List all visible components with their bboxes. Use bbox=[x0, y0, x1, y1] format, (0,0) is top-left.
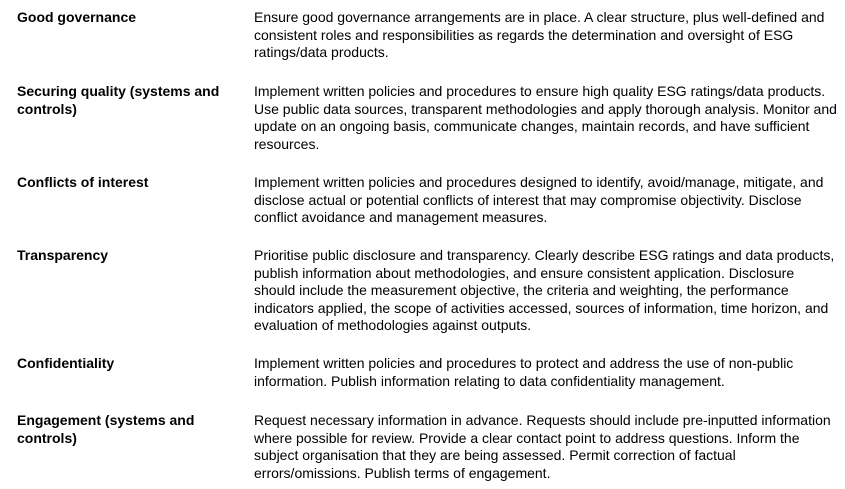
principle-description: Ensure good governance arrangements are in place. A clear structure, plus well-defined and consistent roles and responsibilities as regards the determination and oversight of ESG ratings/data products. bbox=[254, 9, 825, 61]
principle-label: Securing quality (systems and controls) bbox=[17, 83, 220, 117]
principle-description: Implement written policies and procedures to ensure high quality ESG ratings/data products. Use public data sources, transparent methodologies and apply thorough analysis. Monitor and update on an ongoing basis, communicate changes, maintain records, and have sufficient resources. bbox=[254, 83, 837, 152]
principle-description: Implement written policies and procedures to protect and address the use of non-public information. Publish information relating to data confidentiality management. bbox=[254, 355, 794, 389]
principle-label: Good governance bbox=[17, 9, 137, 25]
principle-label: Conflicts of interest bbox=[17, 174, 149, 190]
principle-label: Confidentiality bbox=[17, 355, 115, 371]
principle-description: Prioritise public disclosure and transparency. Clearly describe ESG ratings and data products, publish information about methodologies, and ensure consistent application. Disclosure should include the measurement objective, the criteria and weighting, the performance indicators applied, the scope of activities accessed, sources of information, time horizon, and evaluation of methodologies against outputs. bbox=[254, 247, 835, 334]
principle-label: Engagement (systems and controls) bbox=[17, 412, 195, 446]
principle-label: Transparency bbox=[17, 247, 109, 263]
principle-description: Request necessary information in advance. Requests should include pre-inputted information where possible for review. Provide a clear contact point to address questions. Inform the subject organisation that they are being assessed. Permit correction of factual errors/omissions. Publish terms of engagement. bbox=[254, 412, 831, 481]
principle-description: Implement written policies and procedures designed to identify, avoid/manage, mitigate, and disclose actual or potential conflicts of interest that may compromise objectivity. Disclose conflict avoidance and management measures. bbox=[254, 174, 824, 226]
